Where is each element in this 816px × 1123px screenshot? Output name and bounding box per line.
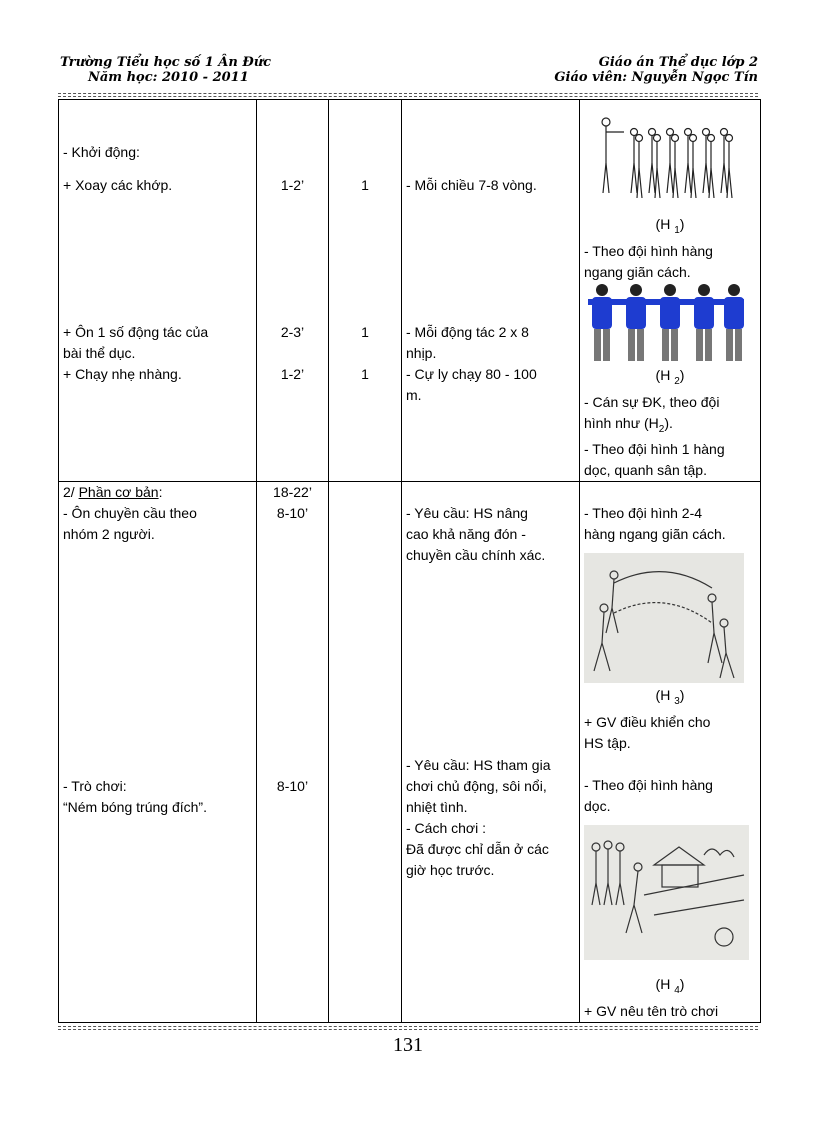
- time-value: 2-3’: [280, 324, 305, 340]
- requirement-cell: [402, 482, 580, 1023]
- header-right: [554, 55, 758, 85]
- organization-text: dọc.: [584, 798, 611, 815]
- game-name: “Ném bóng trúng đích”.: [63, 799, 207, 816]
- main-item: nhóm 2 người.: [63, 526, 155, 543]
- time-value: 1-2’: [280, 366, 305, 382]
- requirement-text: - Cách chơi :: [406, 820, 486, 837]
- requirement-text: cao khả năng đón -: [406, 526, 526, 543]
- organization-text: - Theo đội hình hàng: [584, 242, 713, 259]
- requirement-text: nhịp.: [406, 345, 437, 361]
- formation-illustration-1: [594, 108, 744, 208]
- warmup-item: + Xoay các khớp.: [63, 177, 173, 193]
- organization-text: - Theo đội hình hàng: [584, 777, 713, 794]
- organization-cell: [580, 100, 761, 482]
- warmup-item: + Chạy nhẹ nhàng.: [63, 366, 182, 382]
- lesson-table: [58, 99, 761, 1023]
- content-cell: [59, 100, 257, 482]
- footer-divider-2: [58, 1029, 758, 1030]
- count-value: 1: [361, 324, 369, 340]
- warmup-heading: - Khởi động:: [63, 144, 140, 160]
- teacher-figure: [602, 118, 624, 193]
- page-number: 131: [393, 1034, 423, 1056]
- main-section-heading: 2/ Phần cơ bản:: [63, 484, 163, 501]
- time-cell: [257, 482, 329, 1023]
- shuttlecock-illustration: [584, 553, 744, 683]
- count-value: 1: [361, 366, 369, 382]
- ball-throwing-illustration: [584, 825, 749, 960]
- organization-text: + GV điều khiển cho: [584, 714, 711, 731]
- count-value: 1: [361, 177, 369, 193]
- requirement-text: - Yêu cầu: HS nâng: [406, 505, 528, 522]
- figure-caption-3: (H $_3$): [655, 687, 685, 708]
- requirement-text: chơi chủ động, sôi nổi,: [406, 778, 547, 795]
- table-row: [59, 482, 761, 1023]
- teacher-name: Giáo viên: Nguyễn Ngọc Tín: [554, 70, 758, 85]
- time-value: 1-2’: [280, 177, 305, 193]
- time-value: 18-22’: [273, 484, 312, 501]
- time-value: 8-10’: [276, 778, 309, 795]
- time-cell: [257, 100, 329, 482]
- organization-text: hàng ngang giãn cách.: [584, 526, 726, 543]
- game-heading: - Trò chơi:: [63, 778, 127, 795]
- main-item: - Ôn chuyền cầu theo: [63, 505, 197, 522]
- requirement-text: - Yêu cầu: HS tham gia: [406, 757, 551, 774]
- figure-caption-2: (H $_2$): [655, 366, 685, 387]
- requirement-text: - Mỗi chiều 7-8 vòng.: [406, 177, 537, 193]
- count-cell: [329, 482, 402, 1023]
- requirement-text: giờ học trước.: [406, 862, 495, 879]
- time-value: 8-10’: [276, 505, 309, 522]
- organization-text: - Cán sự ĐK, theo đội: [584, 393, 720, 410]
- organization-text: HS tập.: [584, 735, 631, 752]
- warmup-item: bài thể dục.: [63, 345, 136, 361]
- organization-text: + GV nêu tên trò chơi: [584, 1002, 719, 1019]
- requirement-text: m.: [406, 387, 422, 403]
- requirement-text: - Cự ly chạy 80 - 100: [406, 366, 537, 382]
- organization-text: - Theo đội hình 2-4: [584, 505, 703, 522]
- organization-text: hình như $(H_2)$.: [584, 414, 673, 435]
- header-divider: [58, 93, 758, 94]
- subject-title: Giáo án Thể dục lớp 2: [598, 55, 758, 70]
- figure-caption-1: (H $_1$): [655, 216, 685, 236]
- header-left: [60, 55, 271, 85]
- content-cell: [59, 482, 257, 1023]
- requirement-text: chuyền cầu chính xác.: [406, 547, 546, 564]
- header-divider-2: [58, 96, 758, 97]
- organization-cell: [580, 482, 761, 1023]
- organization-text: dọc, quanh sân tập.: [584, 462, 707, 479]
- organization-text: - Theo đội hình 1 hàng: [584, 441, 725, 458]
- footer-divider: [58, 1026, 758, 1027]
- figure-caption-4: (H $_4$): [655, 976, 685, 996]
- requirement-text: Đã được chỉ dẫn ở các: [406, 841, 549, 858]
- table-row: [59, 100, 761, 482]
- requirement-text: nhiệt tình.: [406, 799, 468, 816]
- requirement-cell: [402, 100, 580, 482]
- requirement-text: - Mỗi động tác 2 x 8: [406, 324, 529, 340]
- formation-illustration-2: [584, 283, 749, 365]
- warmup-item: + Ôn 1 số động tác của: [63, 324, 209, 340]
- school-name: Trường Tiểu học số 1 Ân Đức: [60, 55, 272, 70]
- count-cell: [329, 100, 402, 482]
- school-year: Năm học: 2010 - 2011: [88, 70, 249, 85]
- organization-text: ngang giãn cách.: [584, 263, 691, 280]
